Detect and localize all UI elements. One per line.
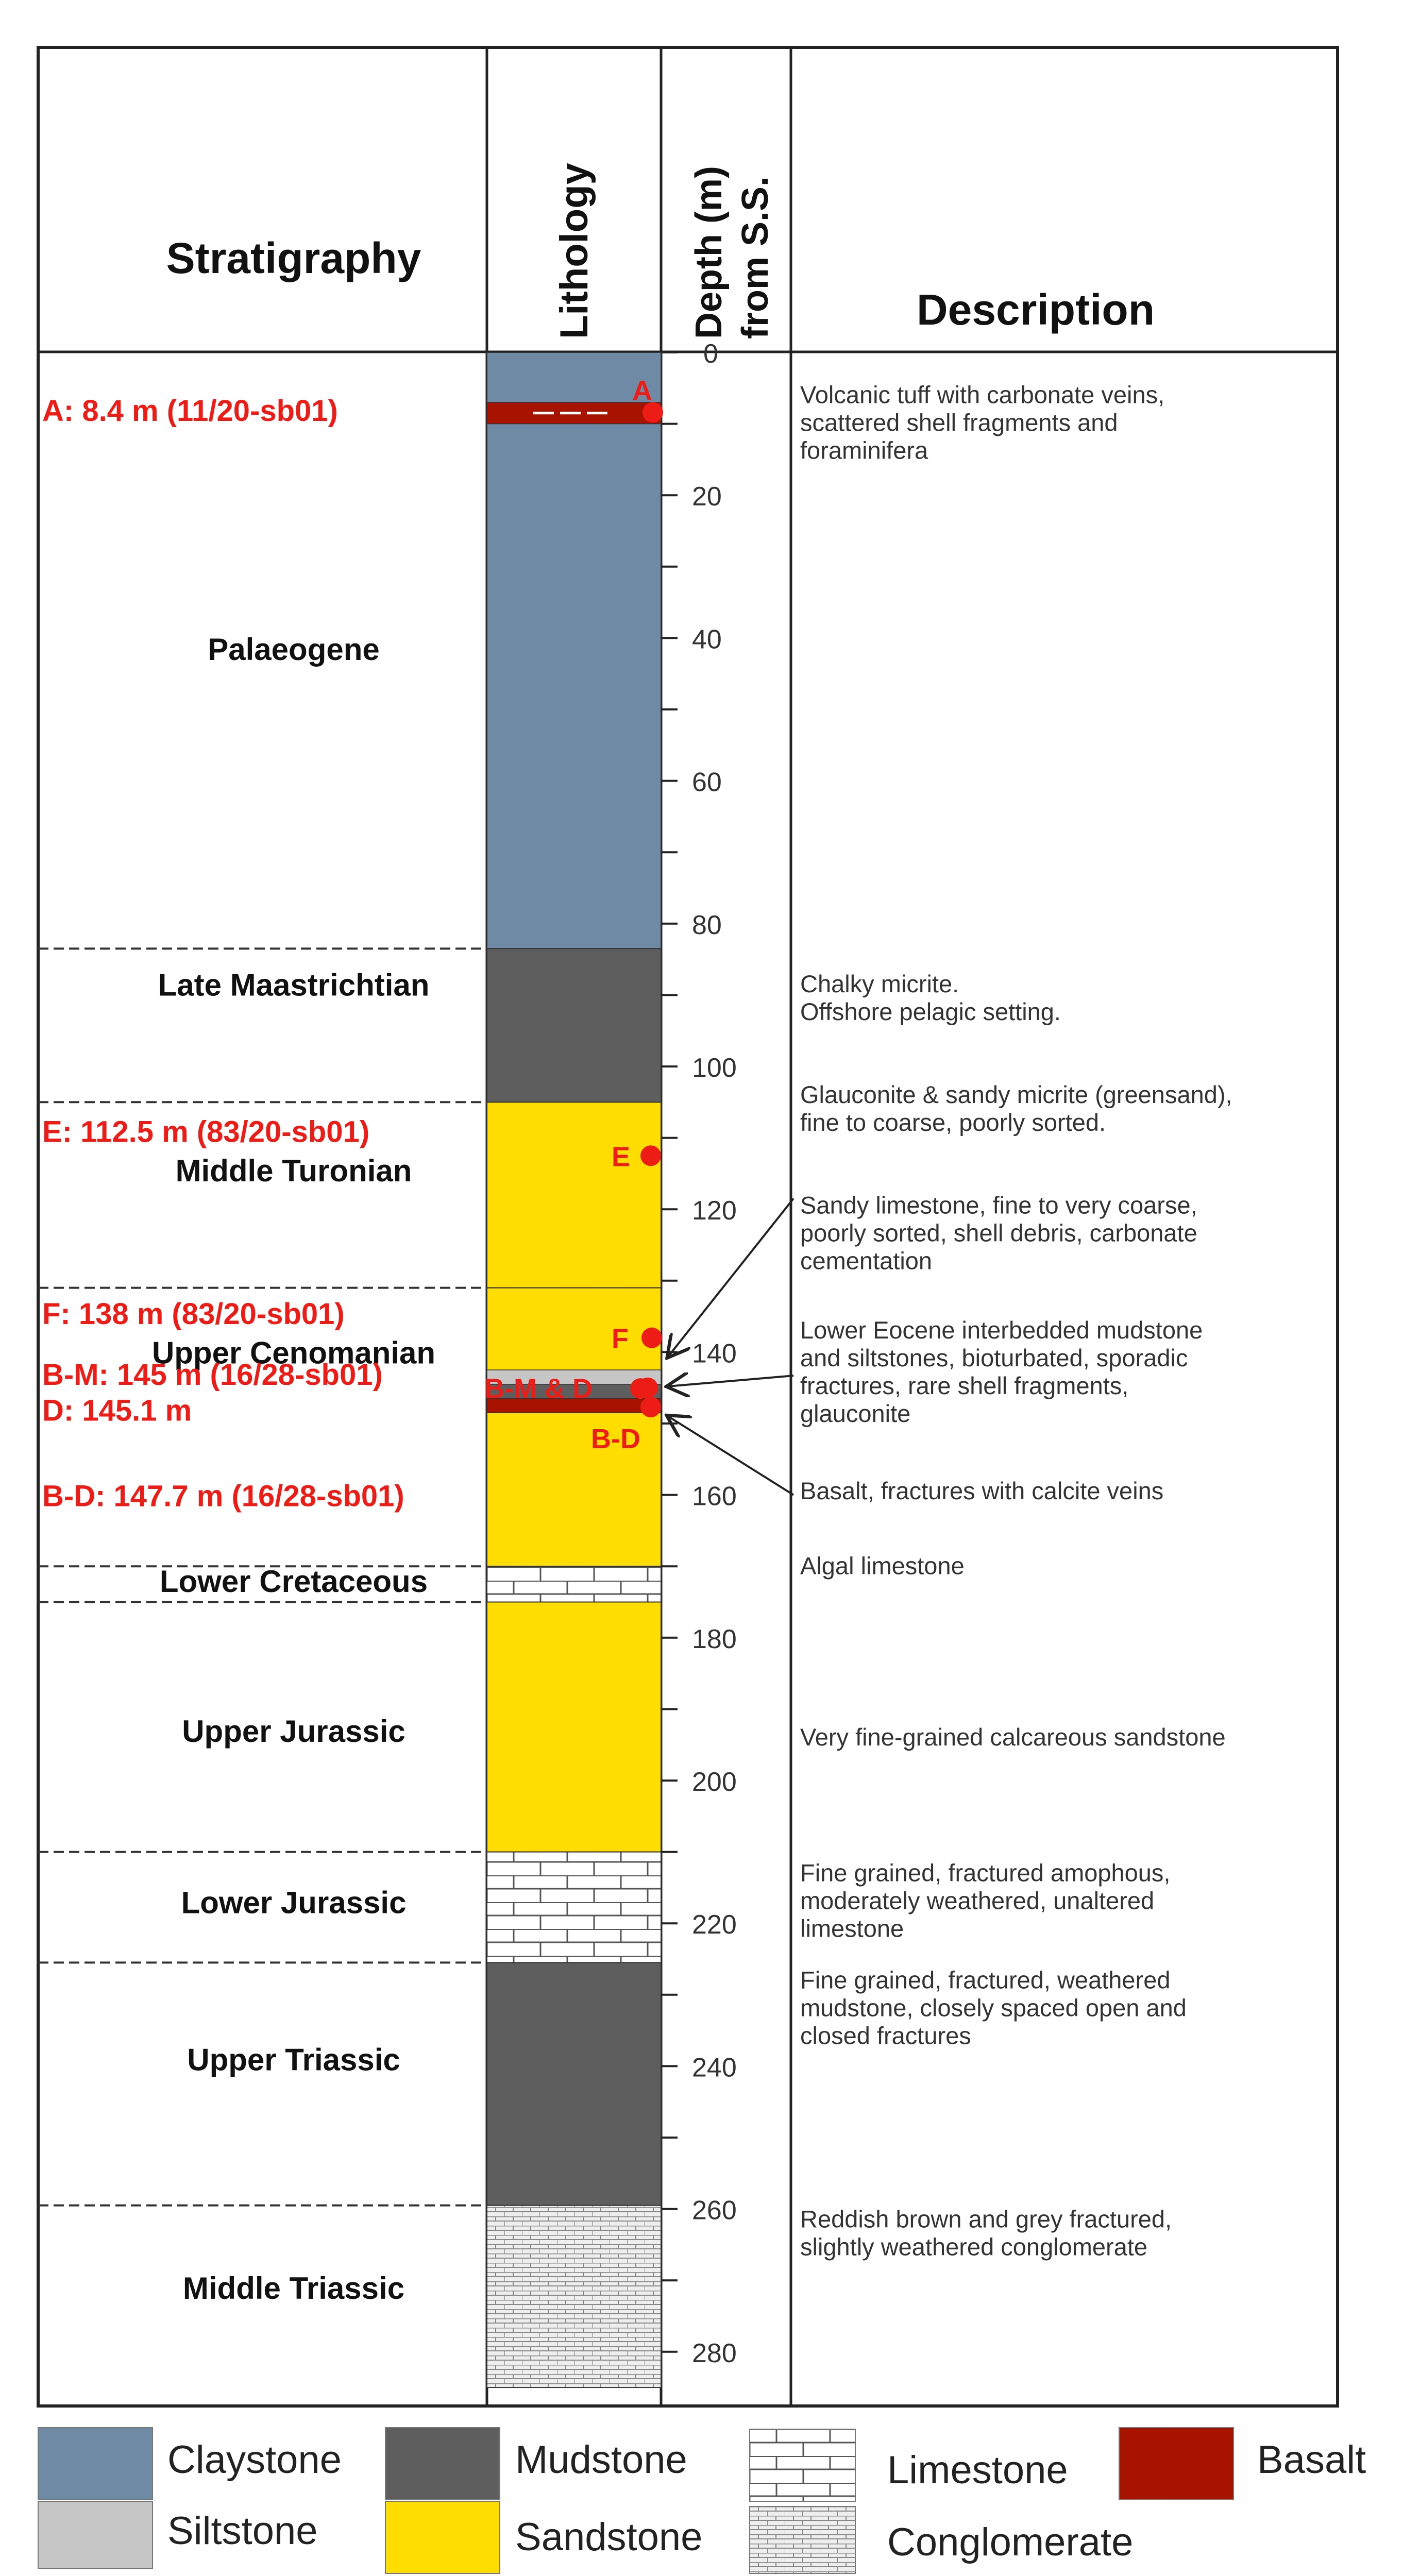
description-line: Lower Eocene interbedded mudstone	[800, 1316, 1203, 1344]
legend-label-claystone: Claystone	[167, 2438, 342, 2482]
depth-label-260: 260	[692, 2195, 737, 2226]
legend-swatch-limestone	[750, 2429, 855, 2501]
legend-swatch-siltstone	[38, 2501, 153, 2568]
depth-label-120: 120	[692, 1196, 737, 1226]
description-block	[800, 970, 1061, 1025]
depth-label-240: 240	[692, 2053, 737, 2083]
description-line: fractures, rare shell fragments,	[800, 1372, 1129, 1400]
sample-label-e: E: 112.5 m (83/20-sb01)	[42, 1115, 370, 1149]
header-depth-line1: Depth (m)	[688, 166, 730, 339]
description-block	[800, 1081, 1232, 1136]
description-line: glauconite	[800, 1400, 911, 1428]
description-block	[800, 1552, 965, 1580]
description-line: Fine grained, fractured amophous,	[800, 1859, 1171, 1887]
unit-label-late-maastrichtian: Late Maastrichtian	[158, 968, 430, 1003]
description-block	[800, 1477, 1163, 1504]
depth-label-40: 40	[692, 624, 722, 655]
descriptions	[800, 381, 1232, 2261]
description-line: and siltstones, bioturbated, sporadic	[800, 1344, 1188, 1372]
sample-marker-b-m-d: B-M & D	[484, 1373, 593, 1404]
description-line: poorly sorted, shell debris, carbonate	[800, 1219, 1197, 1247]
unit-label-lower-cretaceous: Lower Cretaceous	[159, 1564, 428, 1599]
legend-label-basalt: Basalt	[1257, 2438, 1366, 2482]
description-line: Volcanic tuff with carbonate veins,	[800, 381, 1165, 409]
description-line: mudstone, closely spaced open and	[800, 1994, 1187, 2022]
description-line: fine to coarse, poorly sorted.	[800, 1108, 1106, 1136]
legend-label-siltstone: Siltstone	[167, 2509, 318, 2553]
description-line: closed fractures	[800, 2022, 971, 2049]
sample-label-a: A: 8.4 m (11/20-sb01)	[42, 394, 338, 428]
description-line: Very fine-grained calcareous sandstone	[800, 1723, 1226, 1751]
description-line: Offshore pelagic setting.	[800, 997, 1061, 1025]
depth-axis	[661, 339, 737, 2368]
depth-label-160: 160	[692, 1481, 737, 1512]
sample-label-f: F: 138 m (83/20-sb01)	[42, 1297, 345, 1331]
description-block	[800, 1859, 1170, 1942]
description-line: scattered shell fragments and	[800, 409, 1118, 436]
unit-label-palaeogene: Palaeogene	[208, 632, 380, 667]
description-line: Fine grained, fractured, weathered	[800, 1966, 1171, 1994]
description-block	[800, 1316, 1203, 1427]
sample-dot-d	[630, 1378, 651, 1399]
depth-label-20: 20	[692, 482, 722, 512]
description-line: limestone	[800, 1914, 904, 1942]
legend-swatch-claystone	[38, 2428, 153, 2500]
sample-label-b-d: B-D: 147.7 m (16/28-sb01)	[42, 1479, 404, 1513]
description-line: Basalt, fractures with calcite veins	[800, 1477, 1164, 1505]
lithology-block-lower-cretaceous	[487, 1566, 661, 1602]
lithology-block-upper-triassic	[487, 1962, 661, 2205]
sample-label-b-m: B-M: 145 m (16/28-sb01)	[42, 1358, 383, 1392]
header-description: Description	[916, 285, 1155, 334]
depth-label-80: 80	[692, 910, 722, 940]
legend-swatch-conglomerate	[750, 2506, 855, 2573]
description-line: cementation	[800, 1247, 933, 1275]
legend	[38, 2428, 1366, 2573]
unit-label-middle-turonian: Middle Turonian	[175, 1153, 412, 1188]
description-line: foraminifera	[800, 436, 928, 464]
lithology-block-upper-jurassic	[487, 1602, 661, 1852]
description-line: moderately weathered, unaltered	[800, 1887, 1155, 1914]
sample-dot-b-d	[640, 1397, 661, 1417]
description-block	[800, 1966, 1187, 2049]
sample-marker-e: E	[612, 1141, 631, 1173]
description-line: Reddish brown and grey fractured,	[800, 2205, 1172, 2233]
header-lithology: Lithology	[552, 163, 596, 339]
legend-label-sandstone: Sandstone	[515, 2515, 703, 2559]
depth-label-0: 0	[703, 339, 718, 369]
lithology-block-lower-jurassic	[487, 1852, 661, 1963]
description-block	[800, 381, 1164, 464]
description-block	[800, 2206, 1172, 2261]
lithology-block-late-maastrichtian	[487, 948, 661, 1102]
unit-label-upper-cenomanian: Upper Cenomanian	[151, 1335, 436, 1370]
unit-label-upper-jurassic: Upper Jurassic	[182, 1714, 405, 1749]
unit-labels	[152, 632, 435, 2306]
depth-label-60: 60	[692, 767, 722, 798]
depth-label-220: 220	[692, 1910, 737, 1940]
sample-marker-f: F	[612, 1323, 629, 1354]
unit-label-lower-jurassic: Lower Jurassic	[181, 1885, 407, 1920]
description-line: Chalky micrite.	[800, 970, 959, 997]
sample-marker-a: A	[632, 375, 652, 406]
legend-label-mudstone: Mudstone	[515, 2438, 687, 2482]
description-arrow	[668, 1376, 793, 1386]
description-line: Algal limestone	[800, 1552, 965, 1580]
description-block	[800, 1192, 1197, 1275]
header-depth-line2: from S.S.	[735, 176, 776, 339]
legend-swatch-basalt	[1119, 2428, 1233, 2500]
description-block	[800, 1723, 1226, 1751]
unit-label-middle-triassic: Middle Triassic	[182, 2271, 405, 2306]
legend-swatch-mudstone	[385, 2428, 500, 2500]
depth-label-280: 280	[692, 2338, 737, 2368]
depth-label-100: 100	[692, 1053, 737, 1083]
depth-label-140: 140	[692, 1338, 737, 1369]
lithology-block-middle-triassic	[487, 2206, 661, 2387]
lithology-block-palaeogene	[487, 352, 661, 948]
sample-dot-e	[640, 1145, 661, 1166]
sample-dot-f	[641, 1328, 662, 1348]
lithology-block-middle-turonian	[487, 1102, 661, 1287]
sample-marker-b-d: B-D	[591, 1423, 640, 1455]
description-line: Sandy limestone, fine to very coarse,	[800, 1191, 1197, 1219]
description-line: Glauconite & sandy micrite (greensand),	[800, 1080, 1232, 1108]
legend-label-conglomerate: Conglomerate	[887, 2520, 1134, 2564]
sample-label-d: D: 145.1 m	[42, 1394, 192, 1428]
depth-label-200: 200	[692, 1767, 737, 1797]
unit-label-upper-triassic: Upper Triassic	[187, 2042, 400, 2077]
legend-label-limestone: Limestone	[887, 2448, 1068, 2492]
depth-label-180: 180	[692, 1624, 737, 1654]
legend-swatch-sandstone	[385, 2501, 500, 2573]
header-stratigraphy: Stratigraphy	[166, 234, 421, 282]
description-line: slightly weathered conglomerate	[800, 2233, 1148, 2261]
